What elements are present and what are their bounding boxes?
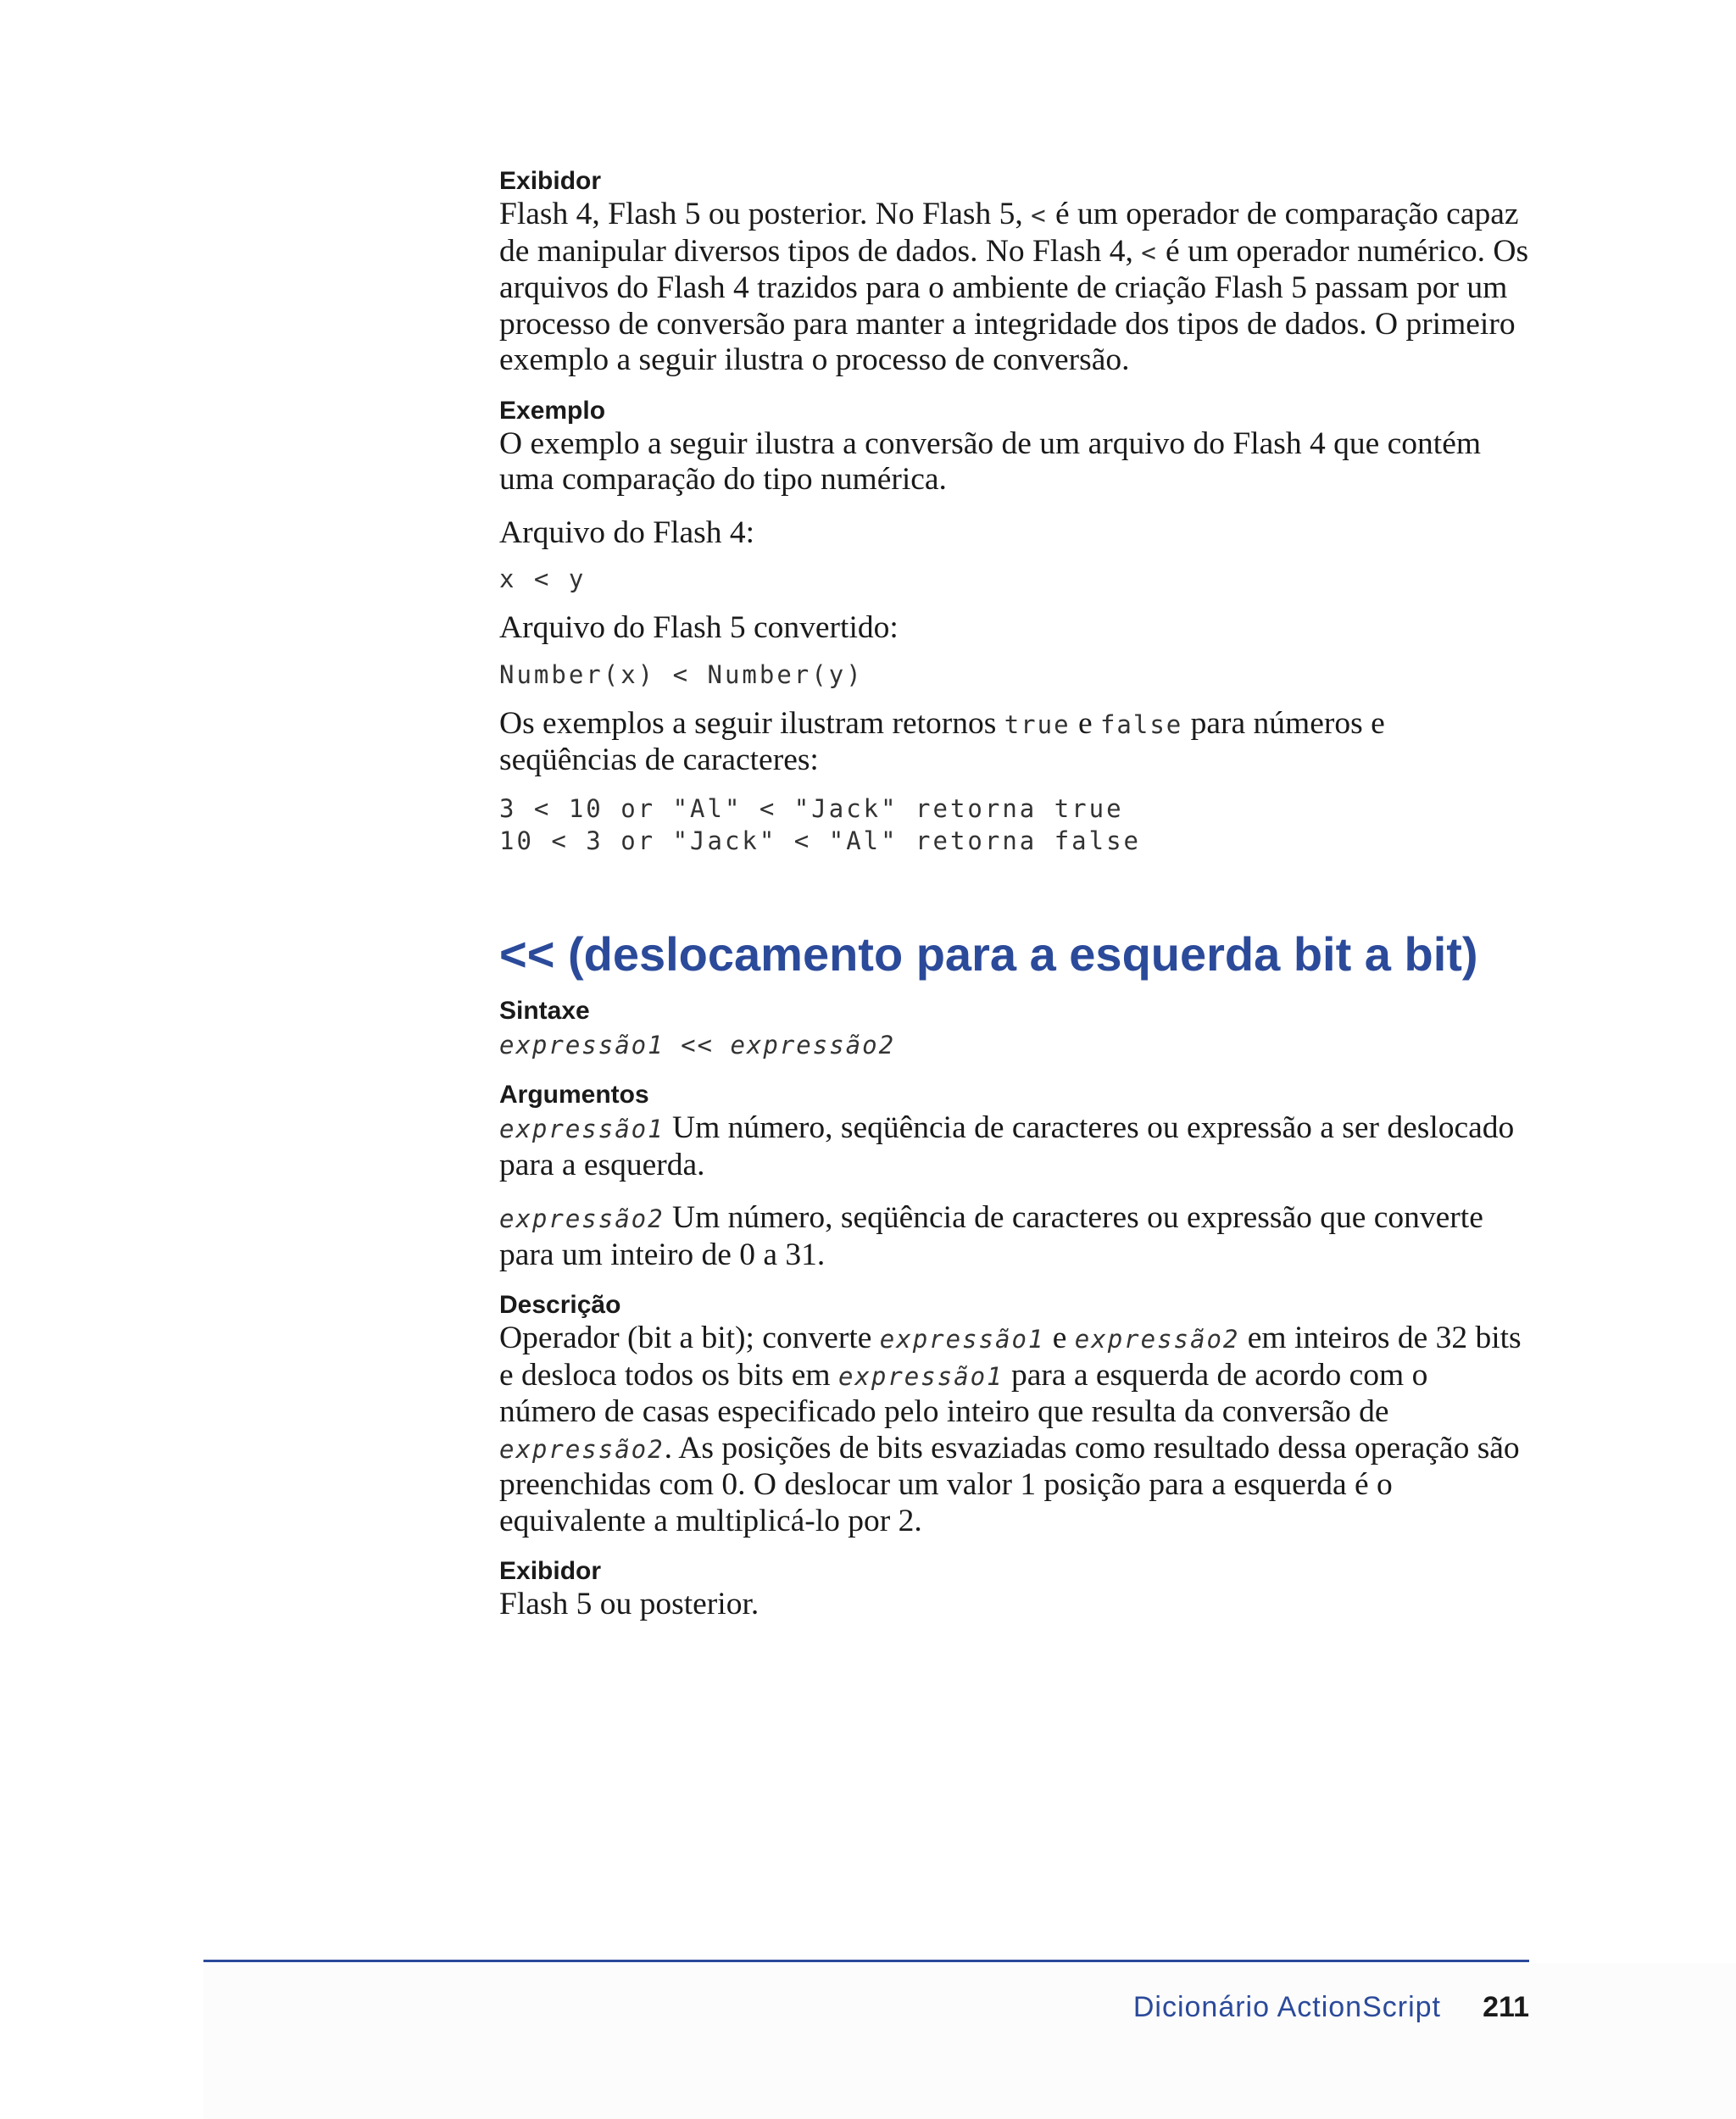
footer-background	[203, 1963, 1736, 2119]
code-examples-line-1: 3 < 10 or "Al" < "Jack" retorna true	[499, 793, 1124, 823]
code-flash4: x < y	[499, 565, 587, 593]
exibidor-paragraph: Flash 4, Flash 5 ou posterior. No Flash 5, < é um operador de comparação capaz de manipular diversos tipos de dados. No Flash 4, < é um operador numérico. Os arquivos do Flash 4 trazidos para o ambiente de criação Flash 5 passam por um processo de conversão para manter a integridade dos tipos de dados. O primeiro exemplo a seguir ilustra o processo de conversão.	[499, 197, 1529, 377]
descricao-paragraph: Operador (bit a bit); converte expressão1 e expressão2 em inteiros de 32 bits e desloca todos os bits em expressão1 para a esquerda de acordo com o número de casas especificado pelo inteiro que resulta da conversão de expressão2. As posições de bits esvaziadas como resultado dessa operação são preenchidas com 0. O deslocar um valor 1 posição para a esquerda é o equivalente a multiplicá-lo por 2.	[499, 1321, 1522, 1538]
code-examples-line-2: 10 < 3 or "Jack" < "Al" retorna false	[499, 826, 1142, 855]
argument-2: expressão2 Um número, seqüência de caracteres ou expressão que converte para um inteiro de 0 a 31.	[499, 1200, 1483, 1272]
argument-1: expressão1 Um número, seqüência de caracteres ou expressão a ser deslocado para a esquerda.	[499, 1110, 1515, 1182]
exibidor-paragraph-2: Flash 5 ou posterior.	[499, 1587, 760, 1621]
sintaxe-line: expressão1 << expressão2	[499, 1030, 896, 1060]
section-heading: << (deslocamento para a esquerda bit a bit)	[499, 926, 1478, 981]
exemplo-label: Exemplo	[499, 396, 606, 425]
exemplo-paragraph: O exemplo a seguir ilustra a conversão de um arquivo do Flash 4 que contém uma comparação do tipo numérica.	[499, 425, 1482, 497]
sintaxe-label: Sintaxe	[499, 996, 590, 1025]
arquivo-flash4-text: Arquivo do Flash 4:	[499, 514, 755, 550]
exibidor-label-2: Exibidor	[499, 1557, 602, 1585]
descricao-label: Descrição	[499, 1291, 621, 1319]
exibidor-label: Exibidor	[499, 167, 602, 195]
exemplos-paragraph: Os exemplos a seguir ilustram retornos true e false para números e seqüências de caracteres:	[499, 705, 1385, 777]
page-content	[499, 166, 1529, 1623]
page-number: 211	[1483, 1991, 1529, 2023]
argumentos-label: Argumentos	[499, 1081, 649, 1109]
arquivo-flash5-text: Arquivo do Flash 5 convertido:	[499, 610, 899, 645]
footer-title: Dicionário ActionScript	[1132, 1991, 1441, 2023]
footer-rule	[203, 1960, 1529, 1962]
code-flash5: Number(x) < Number(y)	[499, 659, 864, 689]
